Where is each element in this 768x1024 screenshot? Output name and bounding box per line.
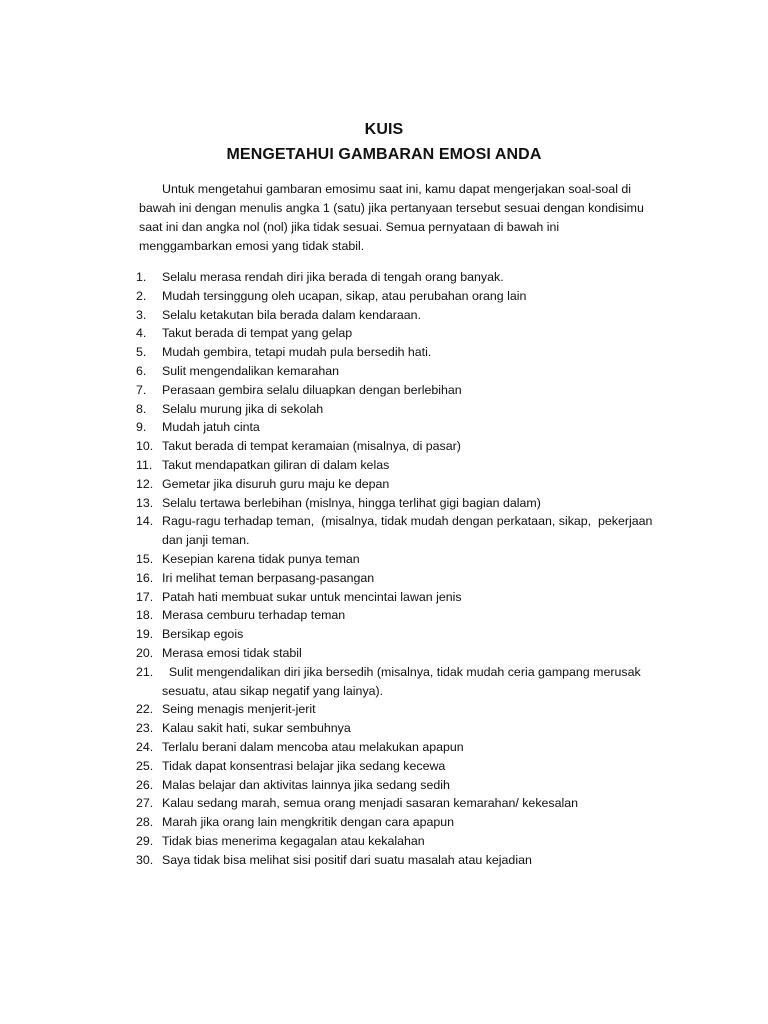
quiz-item-text: Mudah tersinggung oleh ucapan, sikap, atau perubahan orang lain	[162, 288, 527, 303]
quiz-item-number: 21.	[136, 664, 154, 679]
quiz-item	[136, 606, 696, 625]
quiz-item-number: 3.	[136, 307, 147, 322]
quiz-item-number: 28.	[136, 815, 154, 830]
quiz-item-text: dan janji teman.	[162, 533, 250, 548]
quiz-item-text: Perasaan gembira selalu diluapkan dengan berlebihan	[162, 382, 462, 397]
quiz-item-number: 6.	[136, 363, 147, 378]
quiz-item-number: 24.	[136, 739, 154, 754]
quiz-item-number: 22.	[136, 702, 154, 717]
quiz-item-number: 5.	[136, 345, 147, 360]
quiz-item	[136, 644, 696, 663]
intro-line: menggambarkan emosi yang tidak stabil.	[139, 239, 365, 253]
quiz-item	[136, 757, 696, 776]
quiz-item-number: 11.	[136, 457, 153, 472]
quiz-item-number: 18.	[136, 608, 154, 623]
quiz-item-text: Mudah gembira, tetapi mudah pula bersedih hati.	[162, 345, 432, 360]
quiz-item-list	[136, 268, 696, 870]
quiz-item-text: Ragu-ragu terhadap teman, (misalnya, tidak mudah dengan perkataan, sikap, pekerjaan	[162, 514, 653, 529]
quiz-item-text: Takut berada di tempat yang gelap	[162, 326, 353, 341]
quiz-item-number: 16.	[136, 570, 154, 585]
quiz-item-text: Takut mendapatkan giliran di dalam kelas	[162, 457, 390, 472]
quiz-item-text: Malas belajar dan aktivitas lainnya jika sedang sedih	[162, 777, 450, 792]
quiz-item	[136, 776, 696, 795]
quiz-item-text: Selalu murung jika di sekolah	[162, 401, 324, 416]
quiz-item-number: 26.	[136, 777, 154, 792]
quiz-item-number: 12.	[136, 476, 154, 491]
quiz-item-text: Sulit mengendalikan diri jika bersedih (misalnya, tidak mudah ceria gampang merusak	[162, 664, 641, 679]
quiz-item-number: 25.	[136, 758, 154, 773]
quiz-item-text: Iri melihat teman berpasang-pasangan	[162, 570, 375, 585]
intro-paragraph	[139, 180, 679, 256]
quiz-item	[136, 362, 696, 381]
quiz-item-text: sesuatu, atau sikap negatif yang lainya).	[162, 683, 384, 698]
quiz-item	[136, 287, 696, 306]
quiz-item-number: 8.	[136, 401, 147, 416]
quiz-item-number: 27.	[136, 796, 154, 811]
quiz-item-number: 2.	[136, 288, 147, 303]
quiz-item	[136, 719, 696, 738]
quiz-item-text: Bersikap egois	[162, 627, 244, 642]
quiz-item-number: 19.	[136, 627, 154, 642]
quiz-item	[136, 475, 696, 494]
quiz-item-text: Selalu merasa rendah diri jika berada di tengah orang banyak.	[162, 270, 504, 284]
quiz-item	[136, 813, 696, 832]
quiz-item-text: Kalau sakit hati, sukar sembuhnya	[162, 721, 351, 736]
intro-line: Untuk mengetahui gambaran emosimu saat ini, kamu dapat mengerjakan soal-soal di	[162, 182, 632, 196]
intro-line: bawah ini dengan menulis angka 1 (satu) jika pertanyaan tersebut sesuai dengan kondisimu	[139, 201, 644, 215]
quiz-item-text: Merasa emosi tidak stabil	[162, 645, 302, 660]
quiz-item-text: Selalu ketakutan bila berada dalam kendaraan.	[162, 307, 422, 322]
quiz-item-text: Gemetar jika disuruh guru maju ke depan	[162, 476, 390, 491]
intro-line: saat ini dan angka nol (nol) jika tidak sesuai. Semua pernyataan di bawah ini	[139, 220, 560, 234]
quiz-item	[136, 343, 696, 362]
document-subtitle: MENGETAHUI GAMBARAN EMOSI ANDA	[226, 146, 542, 163]
quiz-item-number: 17.	[136, 589, 154, 604]
quiz-item-text: Kalau sedang marah, semua orang menjadi sasaran kemarahan/ kekesalan	[162, 796, 579, 811]
quiz-item-number: 10.	[136, 439, 154, 454]
quiz-item-number: 7.	[136, 382, 147, 397]
quiz-item-number: 15.	[136, 551, 154, 566]
quiz-item	[136, 738, 696, 757]
quiz-item-text: Saya tidak bisa melihat sisi positif dari suatu masalah atau kejadian	[162, 852, 532, 867]
quiz-item-number: 20.	[136, 645, 154, 660]
quiz-item-text: Seing menagis menjerit-jerit	[162, 702, 316, 717]
quiz-item	[136, 851, 696, 870]
quiz-item-text: Merasa cemburu terhadap teman	[162, 608, 346, 623]
quiz-item-number: 29.	[136, 833, 154, 848]
quiz-item-number: 14.	[136, 514, 154, 529]
quiz-item-text: Patah hati membuat sukar untuk mencintai lawan jenis	[162, 589, 462, 604]
quiz-item	[136, 569, 696, 588]
quiz-item-number: 9.	[136, 420, 147, 435]
quiz-item-text: Mudah jatuh cinta	[162, 420, 260, 435]
quiz-item	[136, 494, 696, 513]
quiz-item-text: Sulit mengendalikan kemarahan	[162, 363, 340, 378]
quiz-item	[136, 794, 696, 813]
quiz-item-number: 4.	[136, 326, 147, 341]
quiz-item-text: Tidak dapat konsentrasi belajar jika sedang kecewa	[162, 758, 446, 773]
quiz-item	[136, 306, 696, 325]
quiz-item	[136, 456, 696, 475]
quiz-item	[136, 832, 696, 851]
quiz-item-text: Takut berada di tempat keramaian (misalnya, di pasar)	[162, 439, 461, 454]
quiz-item-text: Terlalu berani dalam mencoba atau melakukan apapun	[162, 739, 464, 754]
quiz-item-text: Kesepian karena tidak punya teman	[162, 551, 360, 566]
quiz-item	[136, 512, 696, 550]
quiz-item-number: 23.	[136, 721, 154, 736]
quiz-item	[136, 381, 696, 400]
quiz-item-number: 30.	[136, 852, 154, 867]
document-title: KUIS	[364, 121, 404, 138]
quiz-item	[136, 663, 696, 701]
quiz-item	[136, 400, 696, 419]
quiz-item	[136, 625, 696, 644]
quiz-item	[136, 700, 696, 719]
quiz-item	[136, 418, 696, 437]
quiz-item	[136, 550, 696, 569]
quiz-item	[136, 437, 696, 456]
quiz-item	[136, 588, 696, 607]
quiz-item-text: Selalu tertawa berlebihan (mislnya, hingga terlihat gigi bagian dalam)	[162, 495, 541, 510]
quiz-item-text: Marah jika orang lain mengkritik dengan cara apapun	[162, 815, 455, 830]
quiz-item	[136, 268, 696, 287]
quiz-item	[136, 324, 696, 343]
quiz-item-text: Tidak bias menerima kegagalan atau kekalahan	[162, 833, 425, 848]
quiz-item-number: 1.	[136, 270, 147, 284]
quiz-item-number: 13.	[136, 495, 154, 510]
